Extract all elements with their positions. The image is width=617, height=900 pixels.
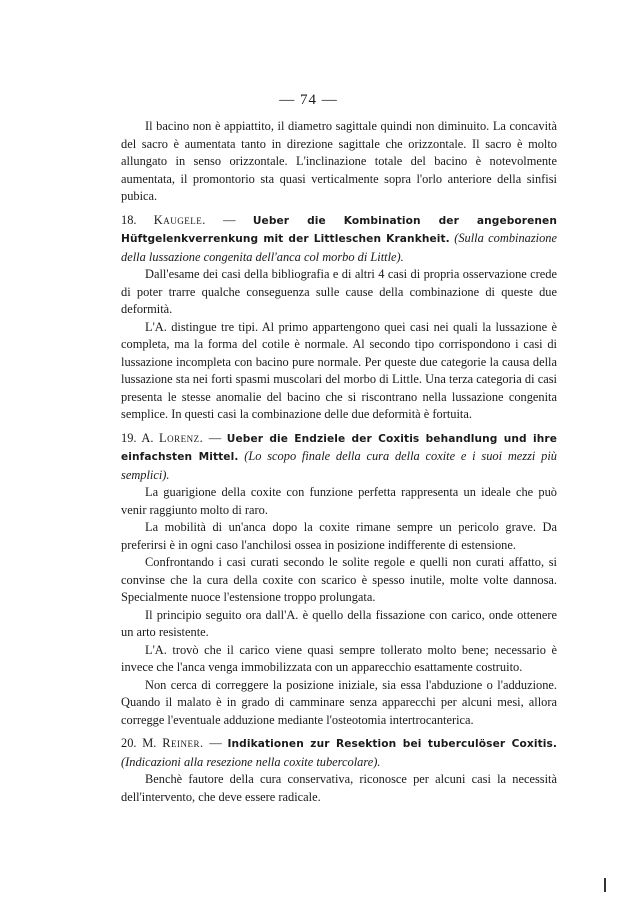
entry-dash: — (203, 736, 228, 750)
entry-dash: — (203, 430, 227, 445)
entry-title-german: Ueber die Kombination der angeborenen Hüftgelenkverrenkung mit der Littleschen Krankheit. (121, 214, 557, 245)
entry-author: Lorenz. (159, 430, 204, 445)
entry-author: Kaugele. (153, 212, 206, 227)
entry-18-paragraph-2: L'A. distingue tre tipi. Al primo appartengono quei casi nei quali la lussazione è completa, ma la forma del cotile è normale. Al secondo tipo corrispondono i casi di lussazione incompleta con bacino pure normale. Per queste due categorie la causa della lussazione sta nei forti spasmi muscolari del morbo di Little. Una terza categoria di casi presenta le stesse anomalie del bacino che si riscontrano nella lussazione congenita semplice. In questi casi la combinazione delle due deformità è fortuita. (121, 319, 557, 421)
entry-number: 19. (121, 430, 137, 445)
entry-title-german: Ueber die Endziele der Coxitis behandlung und ihre einfachsten Mittel. (121, 432, 557, 463)
entry-dash: — (205, 212, 253, 227)
entry-author: Reiner. (162, 736, 204, 750)
entry-title-italian: (Indicazioni alla resezione nella coxite tubercolare). (121, 754, 381, 769)
entry-title-italian: (Lo scopo finale della cura della coxite e i suoi mezzi più semplici). (121, 449, 557, 482)
entry-19-heading (121, 430, 557, 485)
entry-19-paragraph-1: La guarigione della coxite con funzione perfetta rappresenta un ideale che può venir raggiunto molto di raro. (121, 485, 557, 517)
entry-19-paragraph-5: L'A. trovò che il carico viene quasi sempre tollerato molto bene; necessario è invece che l'anca venga immobilizzata con un apparecchio esattamente costruito. (121, 642, 557, 674)
entry-number: 18. (121, 212, 137, 227)
entry-19-paragraph-4: Il principio seguito ora dall'A. è quello della fissazione con carico, onde ottenere un arto resistente. (121, 607, 557, 639)
entry-19-paragraph-2: La mobilità di un'anca dopo la coxite rimane sempre un pericolo grave. Da preferirsi è in ogni caso l'anchilosi ossea in posizione indifferente di estensione. (121, 520, 557, 552)
entry-19-paragraph-3: Confrontando i casi curati secondo le solite regole e quelli non curati affatto, si convinse che la cura della coxite con scarico è spesso inutile, molte volte dannosa. Specialmente nuoce l'estensione troppo prolungata. (121, 555, 557, 604)
entry-18-heading (121, 212, 557, 267)
entry-20-paragraph-1: Benchè fautore della cura conservativa, riconosce per alcuni casi la necessità dell'intervento, che deve essere radicale. (121, 772, 557, 804)
entry-author-initial: M. (142, 736, 163, 750)
entry-19-paragraph-6: Non cerca di correggere la posizione iniziale, sia essa l'abduzione o l'adduzione. Quando il malato è in grado di camminare senza apparecchi per alcuni mesi, allora corregge l'eventuale adduzione mediante l'osteotomia intertrocanterica. (121, 677, 557, 727)
margin-mark (604, 878, 606, 892)
page-number: — 74 — (279, 92, 338, 108)
intro-paragraph: Il bacino non è appiattito, il diametro sagittale quindi non diminuito. La concavità del sacro è aumentata tanto in direzione sagittale che orizzontale. Il sacro è molto allungato in senso orizzontale. L'inclinazione totale del bacino è notevolmente aumentata, il promontorio sta quasi verticalmente sopra l'orlo anteriore della sinfisi pubica. (121, 119, 557, 203)
entry-title-italian: (Sulla combinazione della lussazione congenita dell'anca col morbo di Little). (121, 231, 558, 264)
entry-author-initial: A. (141, 430, 160, 445)
entry-20-heading (121, 735, 557, 771)
entry-18-paragraph-1: Dall'esame dei casi della bibliografia e di altri 4 casi di propria osservazione crede di poter trarre qualche conseguenza sulle cause della combinazione di queste due deformità. (121, 267, 557, 316)
page-body (121, 118, 557, 806)
entry-number: 20. (121, 736, 137, 750)
entry-title-german: Indikationen zur Resektion bei tuberculöser Coxitis. (227, 738, 557, 750)
